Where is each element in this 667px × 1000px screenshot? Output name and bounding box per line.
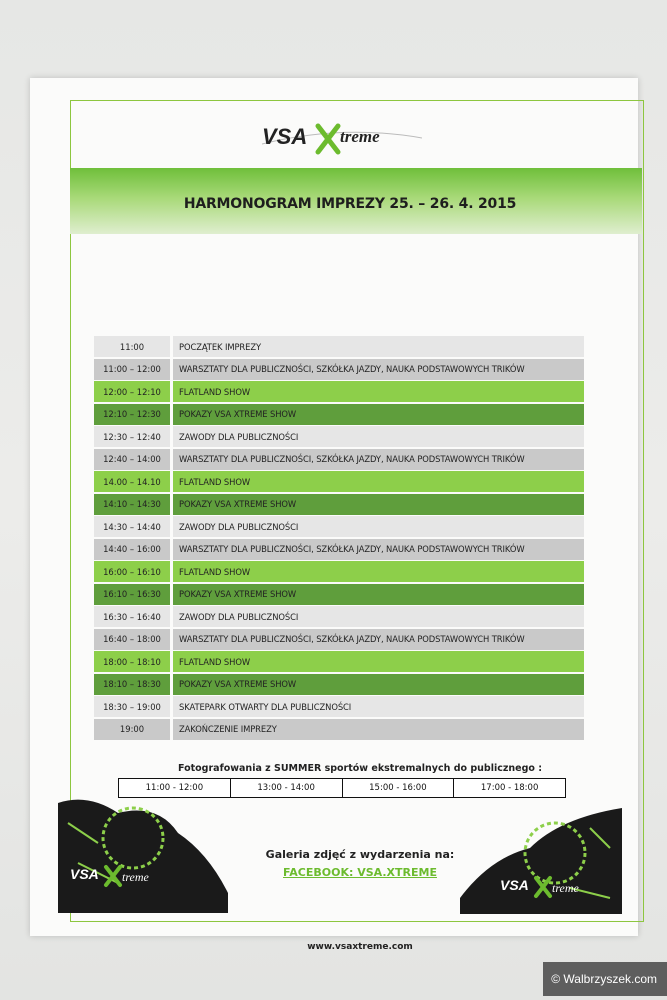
schedule-time: 12:30 – 12:40 (94, 426, 170, 447)
schedule-event: WARSZTATY DLA PUBLICZNOŚCI, SZKÓŁKA JAZDY, NAUKA PODSTAWOWYCH TRIKÓW (173, 539, 584, 560)
schedule-row (94, 471, 584, 492)
schedule-time: 19:00 (94, 719, 170, 740)
schedule-event: POKAZY VSA XTREME SHOW (173, 404, 584, 425)
schedule-row (94, 651, 584, 672)
schedule-event: FLATLAND SHOW (173, 381, 584, 402)
schedule-event: POKAZY VSA XTREME SHOW (173, 494, 584, 515)
schedule-time: 14:30 – 14:40 (94, 516, 170, 537)
schedule-time: 16:10 – 16:30 (94, 584, 170, 605)
svg-text:treme: treme (552, 881, 579, 895)
svg-text:VSA: VSA (262, 124, 308, 149)
schedule-time: 11:00 – 12:00 (94, 359, 170, 380)
schedule-row (94, 426, 584, 447)
schedule-time: 11:00 (94, 336, 170, 357)
schedule-row (94, 674, 584, 695)
schedule-event: FLATLAND SHOW (173, 651, 584, 672)
schedule-event: ZAWODY DLA PUBLICZNOŚCI (173, 426, 584, 447)
schedule-table (94, 336, 584, 741)
schedule-event: SKATEPARK OTWARTY DLA PUBLICZNOŚCI (173, 696, 584, 717)
schedule-row (94, 539, 584, 560)
svg-text:VSA: VSA (500, 877, 529, 893)
schedule-event: WARSZTATY DLA PUBLICZNOŚCI, SZKÓŁKA JAZDY, NAUKA PODSTAWOWYCH TRIKÓW (173, 359, 584, 380)
bottom-right-splash-logo (460, 798, 622, 914)
schedule-event: ZAKOŃCZENIE IMPREZY (173, 719, 584, 740)
schedule-time: 14:40 – 16:00 (94, 539, 170, 560)
schedule-row (94, 516, 584, 537)
schedule-row (94, 561, 584, 582)
svg-text:VSA: VSA (70, 866, 99, 882)
schedule-row (94, 494, 584, 515)
schedule-row (94, 606, 584, 627)
schedule-time: 14.00 – 14.10 (94, 471, 170, 492)
schedule-time: 14:10 – 14:30 (94, 494, 170, 515)
schedule-time: 12:00 – 12:10 (94, 381, 170, 402)
website-url[interactable]: www.vsaxtreme.com (307, 942, 413, 952)
schedule-row (94, 381, 584, 402)
photo-session-title: Fotografowania z SUMMER sportów ekstremalnych do publicznego : (177, 763, 543, 774)
schedule-event: POKAZY VSA XTREME SHOW (173, 584, 584, 605)
schedule-event: ZAWODY DLA PUBLICZNOŚCI (173, 516, 584, 537)
bottom-left-splash-logo (58, 793, 228, 913)
vsa-xtreme-logo (262, 118, 422, 158)
schedule-time: 16:30 – 16:40 (94, 606, 170, 627)
photo-slot: 17:00 - 18:00 (453, 779, 565, 797)
schedule-event: POCZĄTEK IMPREZY (173, 336, 584, 357)
schedule-row (94, 696, 584, 717)
site-watermark: © Walbrzyszek.com (543, 962, 667, 996)
poster-sheet (30, 78, 638, 952)
schedule-time: 18:30 – 19:00 (94, 696, 170, 717)
facebook-link[interactable]: FACEBOOK: VSA.XTREME (283, 866, 437, 879)
schedule-time: 12:40 – 14:00 (94, 449, 170, 470)
schedule-event: FLATLAND SHOW (173, 561, 584, 582)
schedule-row (94, 719, 584, 740)
photo-slot: 11:00 - 12:00 (145, 783, 204, 793)
schedule-time: 12:10 – 12:30 (94, 404, 170, 425)
schedule-time: 16:40 – 18:00 (94, 629, 170, 650)
schedule-row (94, 336, 584, 357)
schedule-row (94, 449, 584, 470)
schedule-time: 16:00 – 16:10 (94, 561, 170, 582)
schedule-event: POKAZY VSA XTREME SHOW (173, 674, 584, 695)
photo-slot: 15:00 - 16:00 (342, 779, 454, 797)
schedule-row (94, 584, 584, 605)
poster-title: HARMONOGRAM IMPREZY 25. – 26. 4. 2015 (183, 196, 517, 212)
svg-text:treme: treme (340, 127, 380, 146)
schedule-row (94, 404, 584, 425)
schedule-time: 18:00 – 18:10 (94, 651, 170, 672)
schedule-row (94, 359, 584, 380)
schedule-event: WARSZTATY DLA PUBLICZNOŚCI, SZKÓŁKA JAZDY, NAUKA PODSTAWOWYCH TRIKÓW (173, 449, 584, 470)
gallery-label: Galeria zdjęć z wydarzenia na: (265, 848, 455, 861)
schedule-event: FLATLAND SHOW (173, 471, 584, 492)
schedule-time: 18:10 – 18:30 (94, 674, 170, 695)
schedule-event: ZAWODY DLA PUBLICZNOŚCI (173, 606, 584, 627)
schedule-event: WARSZTATY DLA PUBLICZNOŚCI, SZKÓŁKA JAZDY, NAUKA PODSTAWOWYCH TRIKÓW (173, 629, 584, 650)
photo-slot: 13:00 - 14:00 (230, 779, 342, 797)
schedule-row (94, 629, 584, 650)
svg-text:treme: treme (122, 870, 149, 884)
